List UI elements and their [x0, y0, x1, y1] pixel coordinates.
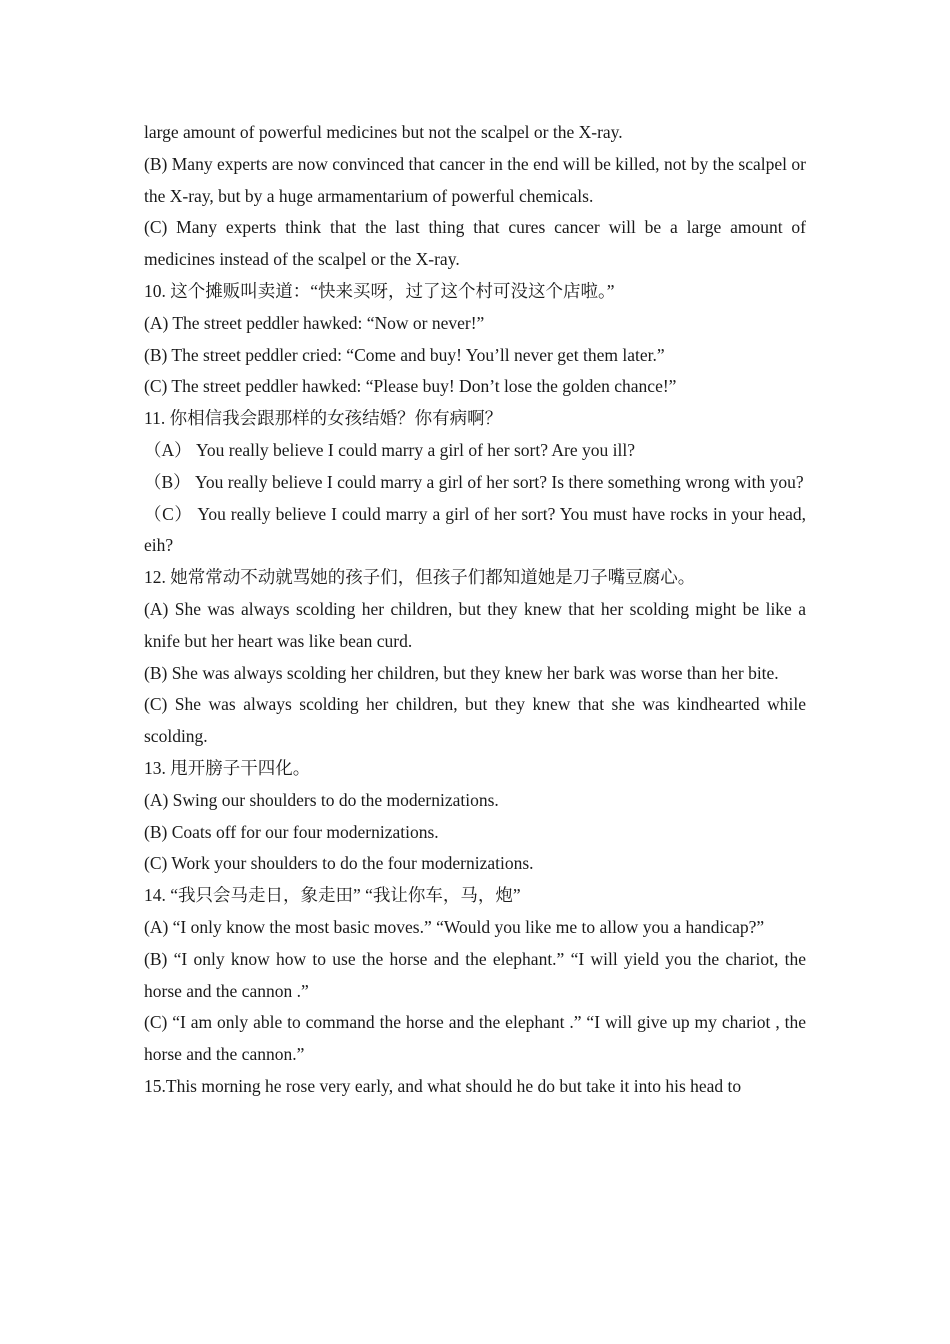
paragraph-q14-option-c: (C) “I am only able to command the horse and the elephant .” “I will give up my chariot , the horse and the cannon.”	[144, 1012, 806, 1065]
paragraph-q10-option-a: (A) The street peddler hawked: “Now or never!”	[144, 312, 485, 333]
question-12: 12. 她常常动不动就骂她的孩子们，但孩子们都知道她是刀子嘴豆腐心。	[144, 567, 696, 588]
paragraph-q10-option-c: (C) The street peddler hawked: “Please buy! Don’t lose the golden chance!”	[144, 376, 677, 397]
paragraph-option-a-continued: large amount of powerful medicines but not the scalpel or the X-ray.	[144, 122, 623, 142]
paragraph-q13-option-c: (C) Work your shoulders to do the four modernizations.	[144, 853, 534, 874]
question-15: 15.This morning he rose very early, and what should he do but take it into his head to	[144, 1075, 742, 1096]
paragraph-q12-option-b: (B) She was always scolding her children, but they knew her bark was worse than her bite.	[144, 662, 779, 683]
paragraph-q14-option-a: (A) “I only know the most basic moves.” “Would you like me to allow you a handicap?”	[144, 916, 765, 937]
paragraph-q13-option-b: (B) Coats off for our four modernizations.	[144, 821, 439, 842]
paragraph-q13-option-a: (A) Swing our shoulders to do the modernizations.	[144, 789, 499, 810]
paragraph-q11-option-b: （B） You really believe I could marry a girl of her sort? Is there something wrong with you?	[144, 471, 804, 492]
paragraph-q9-option-c: (C) Many experts think that the last thing that cures cancer will be a large amount of medicines instead of the scalpel or the X-ray.	[144, 217, 806, 270]
paragraph-q9-option-b: (B) Many experts are now convinced that cancer in the end will be killed, not by the scalpel or the X-ray, but by a huge armamentarium of powerful chemicals.	[144, 153, 806, 206]
question-11: 11. 你相信我会跟那样的女孩结婚？你有病啊？	[144, 408, 503, 429]
question-14: 14. “我只会马走日，象走田” “我让你车，马，炮”	[144, 885, 521, 906]
question-10: 10. 这个摊贩叫卖道：“快来买呀，过了这个村可没这个店啦。”	[144, 280, 615, 301]
paragraph-q10-option-b: (B) The street peddler cried: “Come and buy! You’ll never get them later.”	[144, 344, 665, 365]
paragraph-q12-option-a: (A) She was always scolding her children, but they knew that her scolding might be like a knife but her heart was like bean curd.	[144, 598, 806, 651]
paragraph-q12-option-c: (C) She was always scolding her children, but they knew that she was kindhearted while scolding.	[144, 694, 806, 747]
question-13: 13. 甩开膀子干四化。	[144, 757, 311, 778]
paragraph-q11-option-c: （C） You really believe I could marry a girl of her sort? You must have rocks in your head, eih?	[144, 503, 806, 556]
paragraph-q11-option-a: （A） You really believe I could marry a girl of her sort? Are you ill?	[144, 439, 636, 460]
document-body	[144, 117, 806, 1103]
paragraph-q14-option-b: (B) “I only know how to use the horse and the elephant.” “I will yield you the chariot, the horse and the cannon .”	[144, 948, 806, 1001]
